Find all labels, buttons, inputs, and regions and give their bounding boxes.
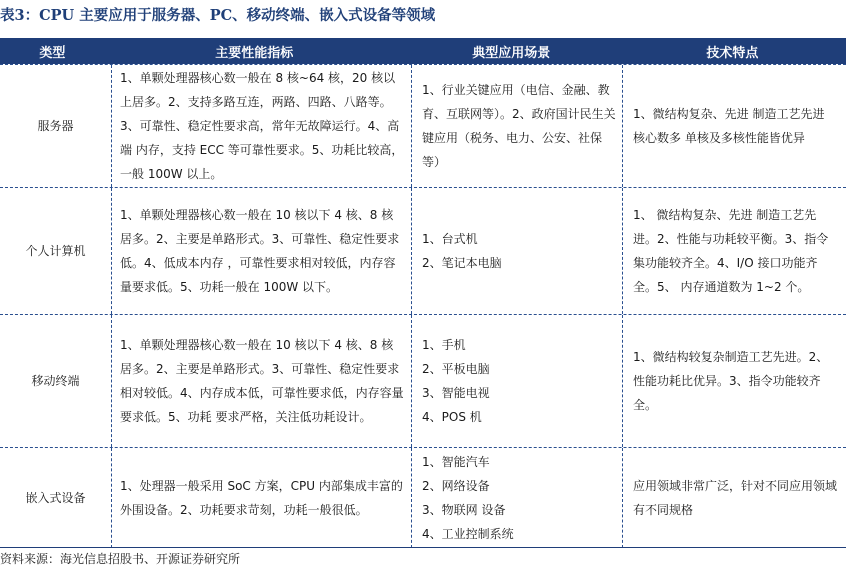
cell-applications — [411, 315, 622, 447]
table-row-pc — [0, 187, 846, 314]
application-item: 3、物联网 设备 — [422, 503, 506, 517]
application-item: 2、网络设备 — [422, 479, 490, 493]
cell-applications: 1、行业关键应用（电信、金融、教育、互联网等）。2、政府国计民生关键应用（税务、电力、公安、社保等） — [411, 65, 622, 187]
cell-features: 1、 微结构复杂、先进 制造工艺先进。2、性能与功耗较平衡。3、指令集功能较齐全。4、I/O 接口功能齐全。5、 内存通道数为 1~2 个。 — [622, 188, 846, 314]
application-item: 1、智能汽车 — [422, 455, 490, 469]
application-item: 2、平板电脑 — [422, 362, 490, 376]
table-header-row — [0, 38, 846, 64]
table-title: 表3：CPU 主要应用于服务器、PC、移动终端、嵌入式设备等领域 — [0, 7, 436, 24]
header-features: 技术特点 — [706, 45, 759, 61]
application-item: 1、手机 — [422, 338, 466, 352]
cell-performance: 1、单颗处理器核心数一般在 10 核以下 4 核、8 核居多。2、主要是单路形式。3、可靠性、稳定性要求低。4、低成本内存 ，可靠性要求相对较低，内存容量要求低。5、功耗一般在 100W 以下。 — [111, 188, 411, 314]
cell-features: 1、微结构较复杂制造工艺先进。2、性能功耗比优异。3、指令功能较齐全。 — [622, 315, 846, 447]
application-item: 4、工业控制系统 — [422, 527, 514, 541]
application-item: 4、POS 机 — [422, 410, 482, 424]
cell-type: 个人计算机 — [25, 244, 86, 258]
cell-applications — [411, 448, 622, 548]
application-item: 1、台式机 — [422, 232, 478, 246]
cell-performance: 1、单颗处理器核心数一般在 8 核~64 核，20 核以上居多。2、支持多路互连，两路、四路、八路等。3、可靠性、稳定性要求高，常年无故障运行。4、高端 内存，支持 ECC 等可靠性要求。5、功耗比较高，一般 100W 以上。 — [111, 65, 411, 187]
source-note: 资料来源：海光信息招股书、开源证券研究所 — [0, 552, 241, 566]
cell-type: 移动终端 — [31, 374, 80, 388]
cell-performance: 1、单颗处理器核心数一般在 10 核以下 4 核、8 核居多。2、主要是单路形式。3、可靠性、稳定性要求 相对较低。4、内存成本低，可靠性要求低，内存容量要求低。5、功耗 要求严格，关注低功耗设计。 — [111, 315, 411, 447]
header-performance: 主要性能指标 — [215, 45, 294, 61]
cell-features: 应用领域非常广泛，针对不同应用领域有不同规格 — [622, 448, 846, 548]
table-row-server — [0, 64, 846, 187]
cell-performance: 1、处理器一般采用 SoC 方案，CPU 内部集成丰富的外围设备。2、功耗要求苛刻，功耗一般很低。 — [111, 448, 411, 548]
cell-type: 服务器 — [37, 119, 74, 133]
table-row-embedded — [0, 447, 846, 548]
cell-applications — [411, 188, 622, 314]
cell-type: 嵌入式设备 — [25, 491, 86, 505]
table-bottom-rule — [0, 547, 846, 548]
table-row-mobile — [0, 314, 846, 447]
application-item: 2、笔记本电脑 — [422, 256, 502, 270]
application-item: 3、智能电视 — [422, 386, 490, 400]
header-type: 类型 — [39, 45, 66, 61]
header-applications: 典型应用场景 — [472, 45, 551, 61]
cell-features: 1、微结构复杂、先进 制造工艺先进 核心数多 单核及多核性能皆优异 — [622, 65, 846, 187]
cpu-application-table — [0, 38, 846, 548]
